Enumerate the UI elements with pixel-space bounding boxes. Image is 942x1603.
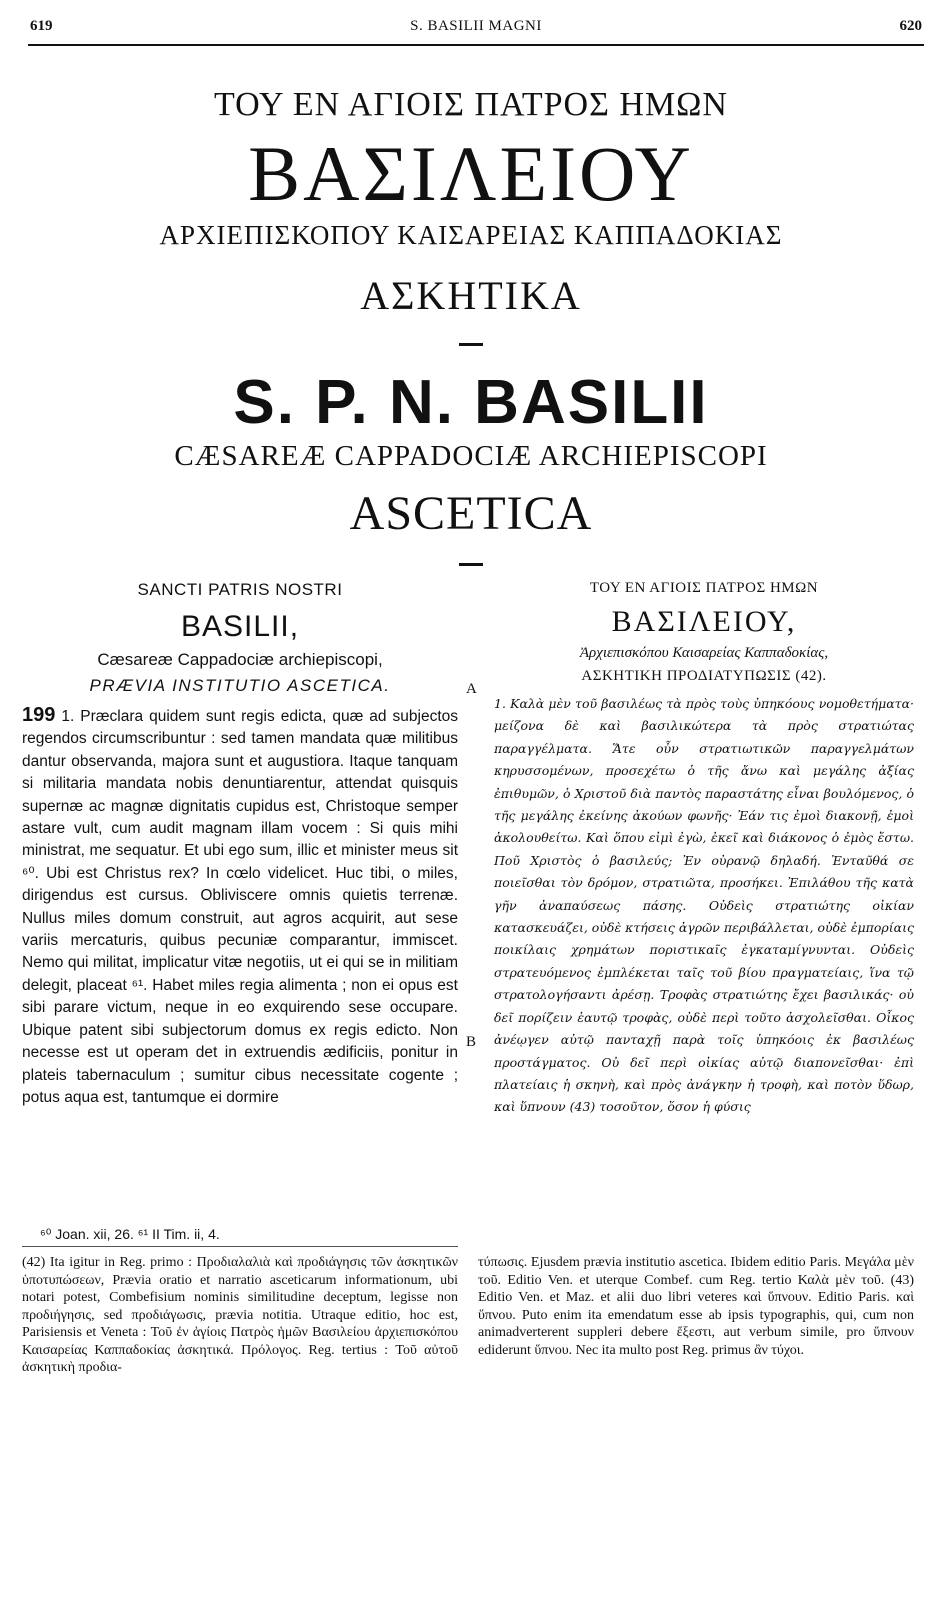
- editorial-note-right: τύπωσις. Ejusdem prævia institutio ascetica. Ibidem editio Paris. Μεγάλα μὲν τοῦ. Editio Ven. et uterque Combef. cum Reg. tertio Καλὰ μὲν τοῦ. (43) Editio Ven. et Maz. et alii duo libri veteres καὶ ὕπνουν. Editio Paris. καὶ ὕπνου. Puto enim ita emendatum esse ab ipsis typographis, qui, cum non animadverterent suppleri debere ἔξεστι, aut verbum simile, pro ὕπνουν ediderunt ὕπνου. Nec ita multo post Reg. primus ἂν τύχοι.: [478, 1255, 914, 1358]
- footnote-rule: [22, 1246, 458, 1247]
- latin-author-name: S. P. N. BASILII: [233, 368, 709, 437]
- latin-title-line3: ASCETICA: [349, 487, 593, 540]
- running-title: S. BASILII MAGNI: [410, 18, 542, 34]
- title-divider: [459, 343, 483, 346]
- scripture-footnotes: ⁶⁰ Joan. xii, 26. ⁶¹ II Tim. ii, 4.: [40, 1226, 220, 1242]
- greek-heading-4: ΑΣΚΗΤΙΚΗ ΠΡΟΔΙΑΤΥΠΩΣΙΣ (42).: [581, 668, 827, 684]
- greek-author-name: ΒΑΣΙΛΕΙΟΥ: [248, 130, 694, 217]
- margin-letter-a: A: [466, 681, 477, 697]
- running-header: [30, 18, 922, 44]
- greek-title-line4: ΑΣΚΗΤΙΚΑ: [360, 273, 582, 318]
- margin-letter-b: B: [466, 1034, 477, 1050]
- greek-column: [494, 580, 914, 1119]
- latin-heading-1: SANCTI PATRIS NOSTRI: [137, 580, 343, 599]
- header-rule: [28, 44, 924, 46]
- greek-title-line1: ΤΟΥ ΕΝ ΑΓΙΟΙΣ ΠΑΤΡΟΣ ΗΜΩΝ: [214, 86, 728, 123]
- greek-heading-3: Ἀρχιεπισκόπου Καισαρείας Καππαδοκίας,: [579, 645, 829, 661]
- latin-heading-4: PRÆVIA INSTITUTIO ASCETICA.: [89, 676, 391, 695]
- page-number-left: 619: [30, 18, 53, 34]
- paragraph-number: 199: [22, 704, 56, 726]
- greek-heading-1: ΤΟΥ ΕΝ ΑΓΙΟΙΣ ΠΑΤΡΟΣ ΗΜΩΝ: [589, 580, 819, 596]
- greek-body: 1. Καλὰ μὲν τοῦ βασιλέως τὰ πρὸς τοὺς ὑπηκόους νομοθετήματα· μείζονα δὲ καὶ βασιλικώτερα τὰ πρὸς στρατιώτας παραγγέλματα. Ἅτε οὖν στρατιωτικῶν παραγγελμάτων κηρυσσομένων, προσεχέτω ὁ τῆς ἄνω καὶ μεγάλης ἀξίας ἐπιθυμῶν, ὁ Χριστοῦ διὰ παντὸς παραστάτης εἶναι βουλόμενος, ὁ τῆς μεγάλης ἐκείνης ἀκούων φωνῆς· Ἐάν τις ἐμοὶ διακονῇ, ἐμοὶ ἀκολουθείτω. Καὶ ὅπου εἰμὶ ἐγὼ, ἐκεῖ καὶ διάκονος ὁ ἐμὸς ἔστω. Ποῦ Χριστὸς ὁ βασιλεύς; Ἐν οὐρανῷ δηλαδή. Ἐνταῦθά σε ποιεῖσθαι τὸν δρόμον, στρατιῶτα, προσήκει. Ἐπιλάθου τῆς κατὰ γῆν ἀναπαύσεως πάσης. Οὐδεὶς στρατιώτης οἰκίαν κατασκευάζει, οὐδὲ κτήσεις ἀγρῶν περιβάλλεται, οὐδὲ ἐμπορίαις ποικίλαις χρημάτων ποριστικαῖς ἐγκαταμίγνυνται. Οὐδεὶς στρατευόμενος ἐμπλέκεται ταῖς τοῦ βίου πραγματείαις, ἵνα τῷ στρατολογήσαντι ἀρέσῃ. Τροφὰς στρατιώτης ἔχει βασιλικάς· οὐ δεῖ πορίζειν ἑαυτῷ τροφὰς, οὐδὲ περὶ τοῦτο ἀσχολεῖσθαι. Οἶκος ἀνέῳγεν αὐτῷ πανταχῇ παρὰ τοῖς ὑπηκόοις ἐκ βασιλέως προστάγματος. Οὐ δεῖ περὶ οἰκίας αὐτῷ διαπονεῖσθαι· ἐπὶ πλατείαις ἡ σκηνὴ, καὶ πρὸς ἀνάγκην ἡ τροφὴ, καὶ ποτὸν ὕδωρ, καὶ ὕπνουν (43) τοσοῦτον, ὅσον ἡ φύσις: [494, 696, 914, 1115]
- latin-column: [22, 580, 458, 1109]
- greek-title-line3: ΑΡΧΙΕΠΙΣΚΟΠΟΥ ΚΑΙΣΑΡΕΙΑΣ ΚΑΠΠΑΔΟΚΙΑΣ: [159, 220, 783, 250]
- latin-heading-3: Cæsareæ Cappadociæ archiepiscopi,: [97, 650, 383, 669]
- title-divider: [459, 563, 483, 566]
- page-number-right: 620: [899, 18, 922, 34]
- latin-body-text: 1. Præclara quidem sunt regis edicta, quæ ad subjectos regendos circumscribuntur : sed tamen mandata quæ militibus dantur observanda, majora sunt et augustiora. Itaque tanquam si militaria mandata nobis denuntiarentur, attendat quisquis supernæ ac magnæ dignitatis cupidus est, Christoque semper astare vult, cum audit magnam illam vocem : Si quis mihi ministrat, me sequatur. Et ubi ego sum, illic et minister meus sit ⁶⁰. Ubi est Christus rex? In cœlo videlicet. Huc tibi, o miles, dirigendus est cursus. Obliviscere omnis quietis terrenæ. Nullus miles domum construit, aut agros acquirit, aut sese variis mercaturis, quibus pecuniæ comparantur, immiscet. Nemo qui militat, implicatur vitæ negotiis, ut ei qui se in militiam delegit, placeat ⁶¹. Habet miles regia alimenta ; non ei opus est sibi parare victum, neque in eo exquirendo sese occupare. Ubique patent sibi subjectorum domus ex regis edicto. Non necesse est ut operam det in extruendis ædificiis, ponitur in plateis tabernaculum ; sumitur cibus necessitate cogente ; potus aqua est, tantumque ei dormire: [22, 708, 458, 1106]
- latin-title-line2: CÆSAREÆ CAPPADOCIÆ ARCHIEPISCOPI: [174, 440, 768, 472]
- latin-heading-2: BASILII,: [180, 610, 300, 643]
- greek-heading-2: ΒΑΣΙΛΕΙΟΥ,: [611, 605, 797, 638]
- editorial-note-left: (42) Ita igitur in Reg. primo : Προδιαλαλιὰ καὶ προδιάγησις τῶν ἀσκητικῶν ὑποτυπώσεων, Prævia oratio et narratio asceticarum informationum, ubi notari potest, Combefisium nominis similitudine deceptum, legisse non προδιήγησις, sed προδιάγωσις, prævia notitia. Utraque editio, hoc est, Parisiensis et Veneta : Τοῦ ἐν ἁγίοις Πατρὸς ἡμῶν Βασιλείου ἀρχιεπισκόπου Καισαρείας Καππαδοκίας ἀσκητικά. Πρόλογος. Reg. tertius : Τοῦ αὐτοῦ ἀσκητικὴ προδια-: [22, 1255, 458, 1375]
- latin-body: [22, 704, 458, 1109]
